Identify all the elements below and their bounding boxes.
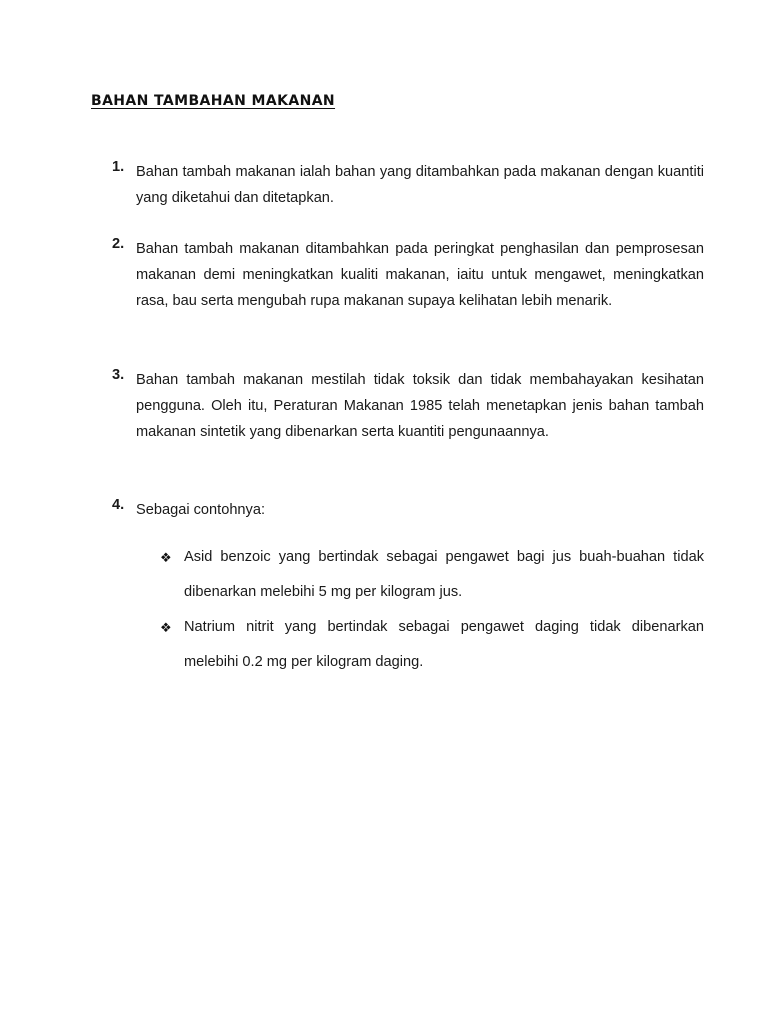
item-text: Bahan tambah makanan ditambahkan pada peringkat penghasilan dan pemprosesan makanan demi meningkatkan kualiti makanan, iaitu untuk mengawet, meningkatkan rasa, bau serta mengubah rupa makanan supaya kelihatan lebih menarik. [136,241,704,309]
numbered-item-4 [112,497,704,523]
item-number: 3. [112,367,125,383]
item-text: Bahan tambah makanan mestilah tidak toksik dan tidak membahayakan kesihatan pengguna. Oleh itu, Peraturan Makanan 1985 telah menetapkan jenis bahan tambah makanan sintetik yang dibenarkan serta kuantiti pengunaannya. [136,372,704,440]
bullet-item-1 [160,540,704,610]
bullet-text: Asid benzoic yang bertindak sebagai pengawet bagi jus buah-buahan tidak dibenarkan melebihi 5 mg per kilogram jus. [184,549,704,600]
item-text: Bahan tambah makanan ialah bahan yang ditambahkan pada makanan dengan kuantiti yang diketahui dan ditetapkan. [136,164,704,206]
diamond-bullet-icon: ❖ [160,550,172,565]
numbered-item-1 [112,159,704,211]
item-number: 4. [112,497,125,513]
document-title: BAHAN TAMBAHAN MAKANAN [91,93,336,109]
item-number: 1. [112,159,125,175]
item-number: 2. [112,236,125,252]
bullet-text: Natrium nitrit yang bertindak sebagai pengawet daging tidak dibenarkan melebihi 0.2 mg per kilogram daging. [184,619,704,670]
item-text: Sebagai contohnya: [136,502,266,518]
diamond-bullet-icon: ❖ [160,620,172,635]
numbered-item-3 [112,367,704,445]
numbered-item-2 [112,236,704,314]
bullet-item-2 [160,610,704,680]
